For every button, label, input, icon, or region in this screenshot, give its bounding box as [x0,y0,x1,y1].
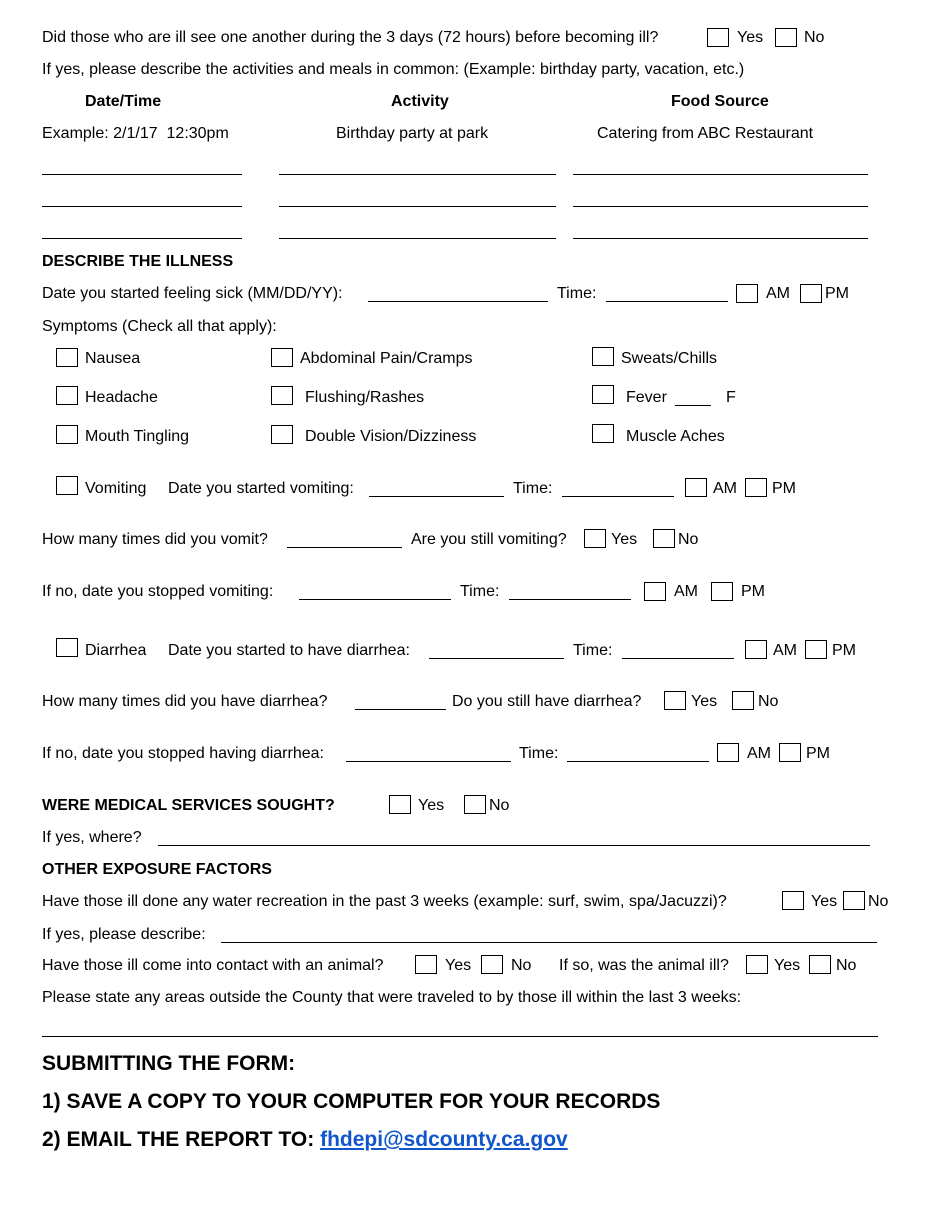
diarrhea-stopped-am-label: AM [747,745,771,762]
diarrhea-still-no-checkbox[interactable] [732,691,754,710]
diarrhea-checkbox[interactable] [56,638,78,657]
sick-am-checkbox[interactable] [736,284,758,303]
vomiting-label: Vomiting [85,480,147,497]
animal-yes-checkbox[interactable] [415,955,437,974]
animal-no-label: No [511,957,532,974]
fever-unit-label: F [726,389,736,406]
sick-am-label: AM [766,285,790,302]
abdominal-label: Abdominal Pain/Cramps [300,350,473,367]
vomit-stopped-am-checkbox[interactable] [644,582,666,601]
mouth-tingling-label: Mouth Tingling [85,428,190,445]
example-food: Catering from ABC Restaurant [597,125,814,142]
diarrhea-stopped-time-label: Time: [519,745,559,762]
fever-temp-field[interactable] [675,405,711,406]
contact-yes-checkbox[interactable] [707,28,729,47]
diarrhea-stopped-field[interactable] [346,761,511,762]
vomit-stopped-field[interactable] [299,599,451,600]
nausea-label: Nausea [85,350,141,367]
abdominal-checkbox[interactable] [271,348,293,367]
headache-checkbox[interactable] [56,386,78,405]
date-field-1[interactable] [42,174,242,175]
diarrhea-label: Diarrhea [85,642,147,659]
vomit-stopped-pm-checkbox[interactable] [711,582,733,601]
diarrhea-stopped-pm-checkbox[interactable] [779,743,801,762]
vomit-pm-checkbox[interactable] [745,478,767,497]
submit-step-1: 1) SAVE A COPY TO YOUR COMPUTER FOR YOUR RECORDS [42,1090,661,1113]
water-question: Have those ill done any water recreation in the past 3 weeks (example: surf, swim, spa/Jacuzzi)? [42,893,727,910]
diarrhea-am-checkbox[interactable] [745,640,767,659]
diarrhea-times-field[interactable] [355,709,446,710]
sweats-checkbox[interactable] [592,347,614,366]
contact-question: Did those who are ill see one another during the 3 days (72 hours) before becoming ill? [42,29,659,46]
activities-prompt: If yes, please describe the activities and meals in common: (Example: birthday party, vacation, etc.) [42,61,745,78]
vomit-start-label: Date you started vomiting: [168,480,354,497]
vomit-still-yes-label: Yes [611,531,638,548]
activity-field-1[interactable] [279,174,556,175]
food-field-1[interactable] [573,174,868,175]
vomiting-checkbox[interactable] [56,476,78,495]
contact-no-checkbox[interactable] [775,28,797,47]
vomit-still-label: Are you still vomiting? [411,531,567,548]
contact-yes-label: Yes [737,29,764,46]
diarrhea-am-label: AM [773,642,797,659]
medical-yes-label: Yes [418,797,445,814]
travel-question: Please state any areas outside the County that were traveled to by those ill within the last 3 weeks: [42,989,742,1006]
diarrhea-start-label: Date you started to have diarrhea: [168,642,410,659]
email-link[interactable]: fhdepi@sdcounty.ca.gov [320,1128,568,1151]
vomit-am-label: AM [713,480,737,497]
diarrhea-time-label: Time: [573,642,613,659]
describe-label: If yes, please describe: [42,926,206,943]
medical-where-label: If yes, where? [42,829,142,846]
vomit-still-no-checkbox[interactable] [653,529,675,548]
vomit-time-field[interactable] [562,496,674,497]
vomit-start-field[interactable] [369,496,504,497]
vision-label: Double Vision/Dizziness [305,428,477,445]
vision-checkbox[interactable] [271,425,293,444]
animal-question: Have those ill come into contact with an animal? [42,957,384,974]
vomit-still-no-label: No [678,531,699,548]
header-food-source: Food Source [671,93,769,110]
water-yes-label: Yes [811,893,838,910]
diarrhea-times-label: How many times did you have diarrhea? [42,693,328,710]
vomit-times-label: How many times did you vomit? [42,531,268,548]
diarrhea-still-yes-label: Yes [691,693,718,710]
activity-field-3[interactable] [279,238,556,239]
medical-no-label: No [489,797,510,814]
date-field-2[interactable] [42,206,242,207]
flushing-checkbox[interactable] [271,386,293,405]
diarrhea-stopped-label: If no, date you stopped having diarrhea: [42,745,324,762]
vomit-stopped-time-field[interactable] [509,599,631,600]
diarrhea-stopped-time-field[interactable] [567,761,709,762]
fever-label: Fever [626,389,667,406]
vomit-times-field[interactable] [287,547,402,548]
diarrhea-still-yes-checkbox[interactable] [664,691,686,710]
activity-field-2[interactable] [279,206,556,207]
vomit-stopped-pm-label: PM [741,583,765,600]
date-field-3[interactable] [42,238,242,239]
diarrhea-still-no-label: No [758,693,779,710]
contact-no-label: No [804,29,825,46]
medical-no-checkbox[interactable] [464,795,486,814]
vomit-stopped-am-label: AM [674,583,698,600]
animal-no-checkbox[interactable] [481,955,503,974]
header-date-time: Date/Time [85,93,162,110]
animal-ill-yes-checkbox[interactable] [746,955,768,974]
animal-ill-no-checkbox[interactable] [809,955,831,974]
submit-heading: SUBMITTING THE FORM: [42,1052,296,1075]
submit-step-2-label: 2) EMAIL THE REPORT TO: [42,1128,315,1151]
example-date: Example: 2/1/17 12:30pm [42,125,229,142]
nausea-checkbox[interactable] [56,348,78,367]
headache-label: Headache [85,389,158,406]
diarrhea-pm-label: PM [832,642,856,659]
animal-ill-no-label: No [836,957,857,974]
illness-heading: DESCRIBE THE ILLNESS [42,253,234,270]
animal-ill-question: If so, was the animal ill? [559,957,729,974]
diarrhea-time-field[interactable] [622,658,734,659]
diarrhea-pm-checkbox[interactable] [805,640,827,659]
food-field-2[interactable] [573,206,868,207]
sick-time-field[interactable] [606,301,728,302]
vomit-still-yes-checkbox[interactable] [584,529,606,548]
fever-checkbox[interactable] [592,385,614,404]
describe-field[interactable] [221,942,877,943]
vomit-stopped-time-label: Time: [460,583,500,600]
vomit-am-checkbox[interactable] [685,478,707,497]
diarrhea-stopped-pm-label: PM [806,745,830,762]
vomit-pm-label: PM [772,480,796,497]
muscle-aches-label: Muscle Aches [626,428,725,445]
water-no-checkbox[interactable] [843,891,865,910]
animal-yes-label: Yes [445,957,472,974]
symptoms-label: Symptoms (Check all that apply): [42,318,277,335]
muscle-aches-checkbox[interactable] [592,424,614,443]
diarrhea-still-label: Do you still have diarrhea? [452,693,642,710]
sick-date-field[interactable] [368,301,548,302]
vomit-stopped-label: If no, date you stopped vomiting: [42,583,274,600]
sick-pm-label: PM [825,285,849,302]
submit-step-2 [42,1127,568,1153]
food-field-3[interactable] [573,238,868,239]
diarrhea-start-field[interactable] [429,658,564,659]
sick-time-label: Time: [557,285,597,302]
sick-pm-checkbox[interactable] [800,284,822,303]
header-activity: Activity [391,93,449,110]
animal-ill-yes-label: Yes [774,957,801,974]
medical-yes-checkbox[interactable] [389,795,411,814]
travel-field[interactable] [42,1036,878,1037]
exposure-heading: OTHER EXPOSURE FACTORS [42,861,272,878]
example-activity: Birthday party at park [336,125,489,142]
water-yes-checkbox[interactable] [782,891,804,910]
vomit-time-label: Time: [513,480,553,497]
flushing-label: Flushing/Rashes [305,389,425,406]
sick-date-label: Date you started feeling sick (MM/DD/YY): [42,285,343,302]
diarrhea-stopped-am-checkbox[interactable] [717,743,739,762]
mouth-tingling-checkbox[interactable] [56,425,78,444]
sweats-label: Sweats/Chills [621,350,718,367]
water-no-label: No [868,893,889,910]
medical-where-field[interactable] [158,845,870,846]
medical-heading: WERE MEDICAL SERVICES SOUGHT? [42,797,335,814]
